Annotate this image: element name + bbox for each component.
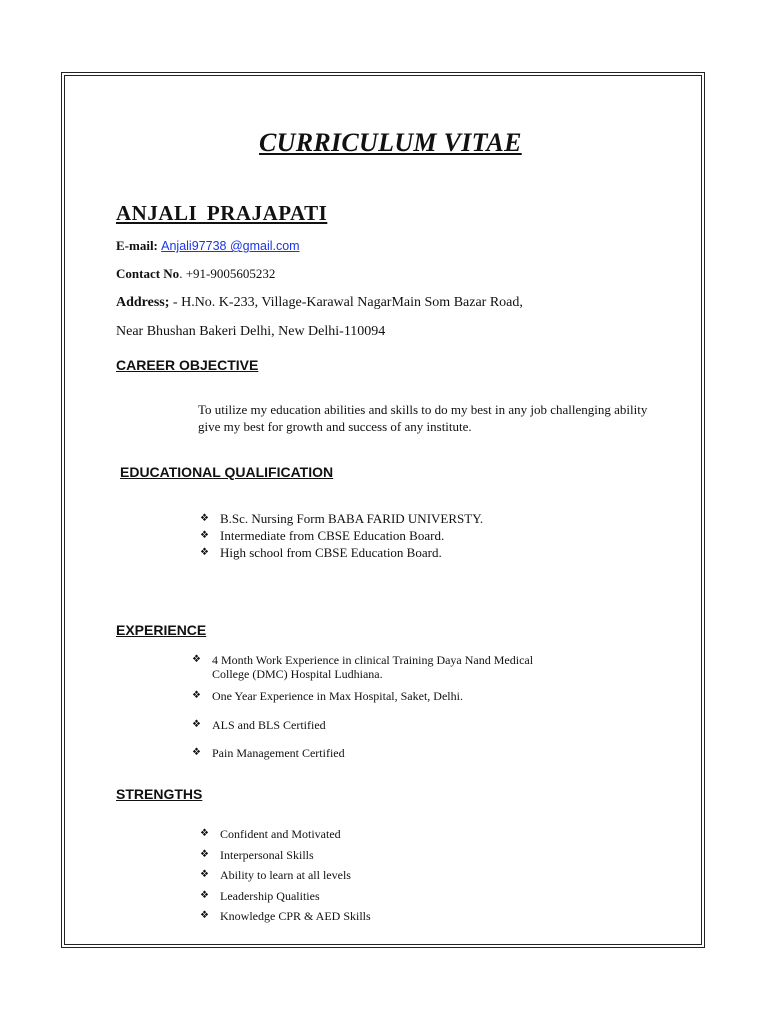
list-item: ❖ Pain Management Certified xyxy=(192,746,345,760)
address-value-1: - H.No. K-233, Village-Karawal NagarMain Som Bazar Road, xyxy=(169,295,523,310)
bullet-icon: ❖ xyxy=(200,910,209,921)
list-item: ❖ One Year Experience in Max Hospital, Saket, Delhi. xyxy=(192,689,463,703)
candidate-name: ANJALI PRAJAPATI xyxy=(116,201,328,225)
strengths-heading: STRENGTHS xyxy=(116,786,203,802)
contact-line xyxy=(116,266,275,282)
bullet-icon: ❖ xyxy=(192,690,201,701)
bullet-icon: ❖ xyxy=(192,654,201,665)
bullet-icon: ❖ xyxy=(200,828,209,839)
list-item: ❖ Confident and Motivated xyxy=(200,824,371,845)
email-label: E-mail: xyxy=(116,238,158,253)
list-item: ❖ ALS and BLS Certified xyxy=(192,718,326,732)
address-line-1 xyxy=(116,295,523,311)
bullet-icon: ❖ xyxy=(200,547,209,558)
list-item: ❖ Interpersonal Skills xyxy=(200,845,371,866)
list-item: ❖ Intermediate from CBSE Education Board. xyxy=(200,528,445,543)
address-label: Address; xyxy=(116,295,170,310)
contact-value: . +91-9005605232 xyxy=(179,266,276,281)
bullet-icon: ❖ xyxy=(192,747,201,758)
email-line xyxy=(116,238,300,254)
bullet-icon: ❖ xyxy=(200,513,209,524)
strengths-list xyxy=(200,824,371,927)
list-item: ❖ High school from CBSE Education Board. xyxy=(200,545,442,560)
bullet-icon: ❖ xyxy=(200,889,209,901)
career-objective-heading: CAREER OBJECTIVE xyxy=(116,357,259,373)
list-item: ❖ B.Sc. Nursing Form BABA FARID UNIVERSTY. xyxy=(200,511,484,526)
experience-list xyxy=(192,653,562,760)
bullet-icon: ❖ xyxy=(200,530,209,541)
list-item: ❖ Knowledge CPR & AED Skills xyxy=(200,906,371,927)
email-link[interactable]: Anjali97738 @gmail.com xyxy=(161,239,300,253)
bullet-icon: ❖ xyxy=(200,869,209,880)
education-list xyxy=(200,510,483,561)
document-title: CURRICULUM VITAE xyxy=(259,128,522,157)
education-heading: EDUCATIONAL QUALIFICATION xyxy=(120,464,334,480)
career-objective-text: To utilize my education abilities and skills to do my best in any job challenging ability give my best for growth and success of any institute. xyxy=(198,402,648,434)
contact-label: Contact No xyxy=(116,266,180,281)
list-item: ❖ Leadership Qualities xyxy=(200,886,371,907)
experience-heading: EXPERIENCE xyxy=(116,622,207,638)
list-item: ❖ 4 Month Work Experience in clinical Training Daya Nand Medical College (DMC) Hospital Ludhiana. xyxy=(192,653,534,681)
address-line-2: Near Bhushan Bakeri Delhi, New Delhi-110094 xyxy=(116,324,386,339)
bullet-icon: ❖ xyxy=(192,719,201,730)
bullet-icon: ❖ xyxy=(200,848,209,860)
list-item: ❖ Ability to learn at all levels xyxy=(200,865,371,886)
